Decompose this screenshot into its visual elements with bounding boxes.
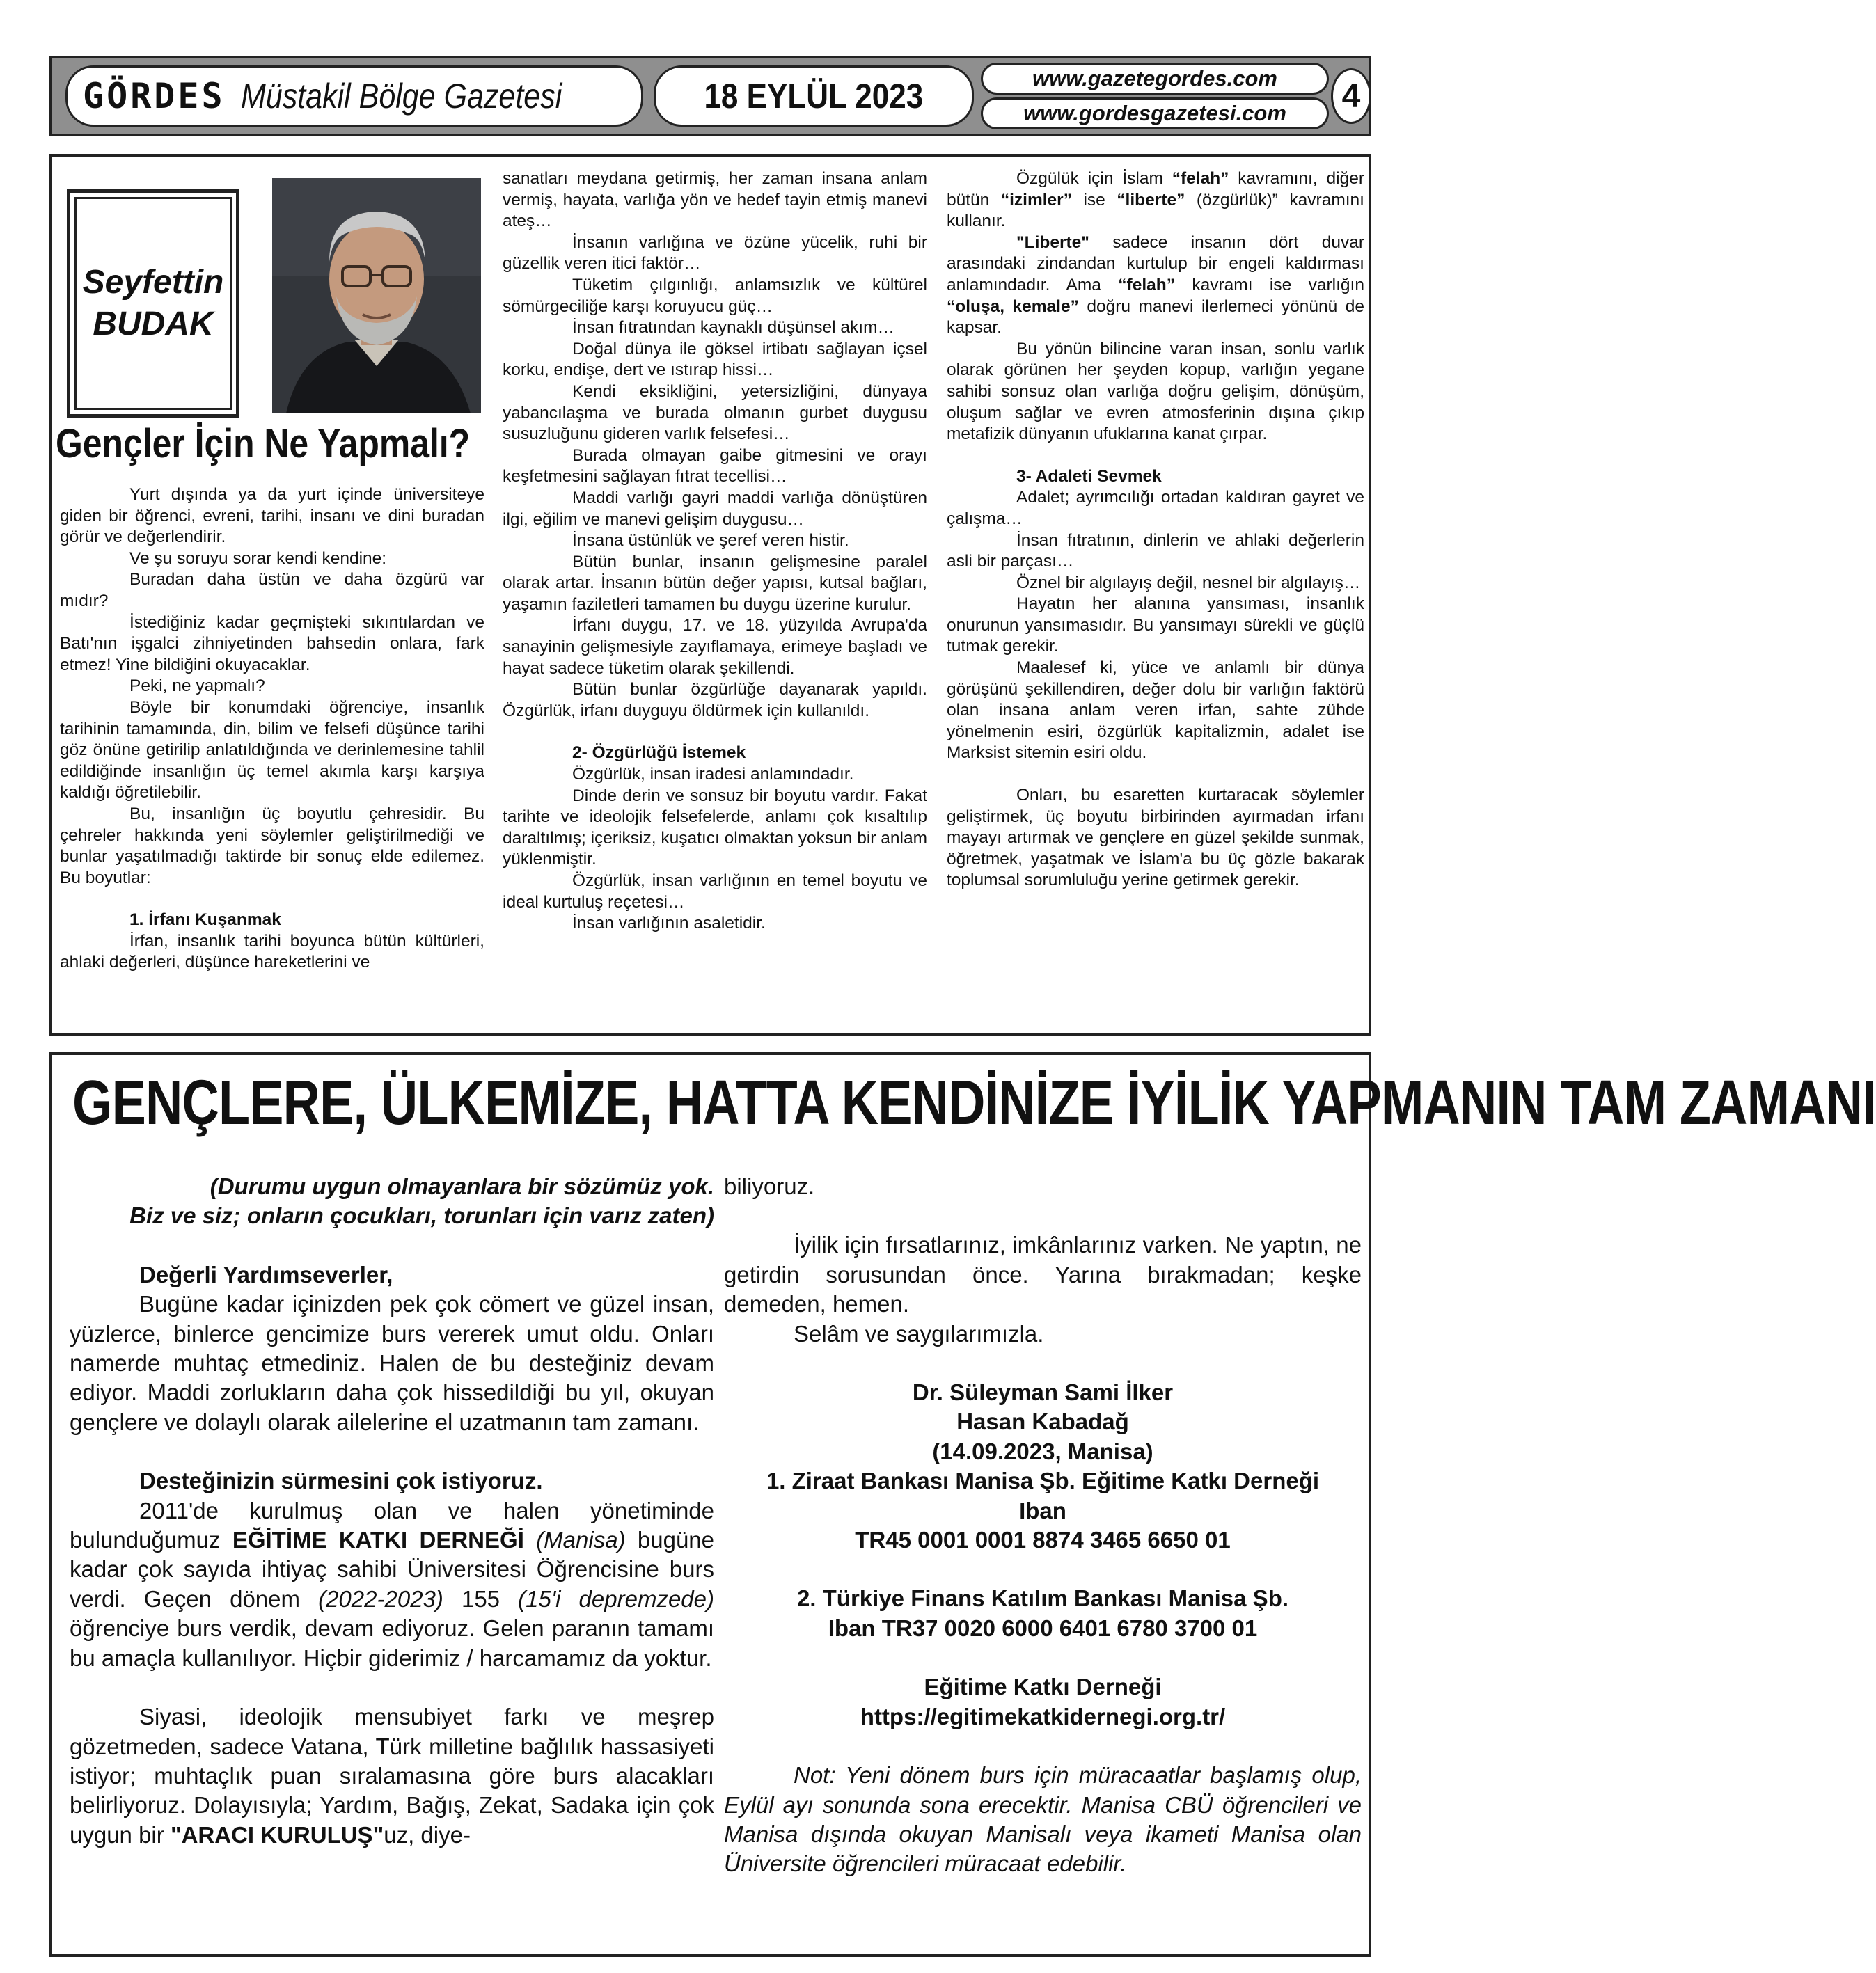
organization-name: Eğitime Katkı Derneği [924, 1674, 1162, 1700]
paragraph: "Liberte" sadece insanın dört duvar arasındaki zindandan kurtulup bir engeli kaldırması anlamındadır. Ama “felah” kavramı ise varlığın “oluşa, kemale” doğru manevi ilerlemeci yönünü de kapsar. [947, 232, 1364, 338]
organization-url[interactable]: https://egitimekatkidernegi.org.tr/ [860, 1703, 1226, 1729]
iban-label: Iban [1019, 1497, 1066, 1523]
website-link-1[interactable]: www.gazetegordes.com [981, 63, 1329, 95]
paragraph: Öznel bir algılayış değil, nesnel bir algılayış… [1016, 573, 1361, 592]
paragraph: Yurt dışında ya da yurt içinde üniversiteye giden bir öğrenci, evreni, tarihi, insanı ve dini buradan görür ve değerlendirir. [60, 485, 484, 547]
paragraph: Adalet; ayrımcılığı ortadan kaldıran gayret ve çalışma… [947, 488, 1364, 528]
iban-number: Iban TR37 0020 6000 6401 6780 3700 01 [828, 1615, 1258, 1641]
page-number: 4 [1331, 68, 1371, 124]
issue-date-pill [654, 65, 974, 127]
paragraph: Burada olmayan gaibe gitmesini ve orayı keşfetmesini sağlayan fıtrat tecellisi… [503, 445, 927, 486]
paragraph: 2011'de kurulmuş olan ve halen yönetiminde bulunduğumuz EĞİTİME KATKI DERNEĞİ (Manisa) bugüne kadar çok sayıda ihtiyaç sahibi Üniversitesi Öğrencisine burs verdi. Geçen dönem (2022-2023) 155 (15'i depremzede) öğrenciye burs verdik, devam ediyoruz. Gelen paranın tamamı bu amaçla kullanılıyor. Hiçbir giderimiz / harcamamız da yoktur. [70, 1497, 714, 1671]
signature-name: Hasan Kabadağ [956, 1409, 1129, 1435]
paragraph: İnsan fıtratının, dinlerin ve ahlaki değerlerin asli bir parçası… [947, 530, 1364, 571]
newspaper-name-pill [65, 65, 643, 127]
paragraph: Özgürlük, insan varlığının en temel boyutu ve ideal kurtuluş reçetesi… [503, 871, 927, 912]
paragraph: Buradan daha üstün ve daha özgürü var mıdır? [60, 570, 484, 610]
paragraph: Maddi varlığı gayri maddi varlığa dönüştüren ilgi, eğilim ve manevi gelişim duygusu… [503, 488, 927, 529]
article-column-2 [503, 168, 927, 935]
author-name-box [67, 189, 239, 418]
masthead [49, 56, 1371, 136]
paragraph: İyilik için fırsatlarınız, imkânlarınız varken. Ne yaptın, ne getirdin sorusundan önce. Yarına bırakmadan; keşke demeden, hemen. [724, 1232, 1362, 1317]
section-heading: 3- Adaleti Sevmek [1016, 466, 1162, 486]
paragraph: İnsana üstünlük ve şeref veren histir. [572, 531, 849, 550]
paragraph: Hayatın her alanına yansıması, insanlık onurunun yansımasıdır. Bu yansımayı sürekli ve güçlü tutmak gerekir. [947, 594, 1364, 656]
author-last-name: BUDAK [93, 306, 214, 342]
support-heading: Desteğinizin sürmesini çok istiyoruz. [139, 1468, 543, 1494]
announcement-box [49, 1052, 1876, 1957]
paragraph: İrfanı duygu, 17. ve 18. yüzyılda Avrupa'da sanayinin gelişmesiyle zayıflamaya, erimeye başladı ve hayat sadece tüketim olarak şekillendi. [503, 616, 927, 678]
paragraph: Bu yönün bilincine varan insan, sonlu varlık olarak görünen her şeyden kopup, varlığın yegane sahibi sonsuz olan varlığa doğru gelişim, dönüşüm, oluşum sağlar ve evren atmosferinin dışına çıkıp metafizik dünyanın ufuklarına kanat çırpar. [947, 339, 1364, 444]
newspaper-brand: GÖRDES [83, 76, 226, 116]
bank-info: 2. Türkiye Finans Katılım Bankası Manisa Şb. [796, 1585, 1289, 1612]
paragraph: Doğal dünya ile göksel irtibatı sağlayan içsel korku, endişe, dert ve ıstırap hissi… [503, 339, 927, 380]
paragraph: Özgürlük, insan iradesi anlamındadır. [572, 765, 854, 784]
paragraph: İrfan, insanlık tarihi boyunca bütün kültürleri, ahlaki değerleri, düşünce hareketlerini ve [60, 931, 484, 972]
paragraph: Maalesef ki, yüce ve anlamlı bir dünya görüşünü şekillendiren, değer dolu bir varlığın faktörü olan insana anlam veren irfan, sahte zühde yönelmenin esiri, özgürlük kapitalizmin, adalet ise Marksist sitemin esiri oldu. [947, 658, 1364, 763]
paragraph: İnsanın varlığına ve özüne yücelik, ruhi bir güzellik veren itici faktör… [503, 232, 927, 274]
paragraph: sanatları meydana getirmiş, her zaman insana anlam vermiş, hayata, varlığa yön ve hedef tayin etmiş manevi ateş… [503, 169, 927, 231]
paragraph: Özgülük için İslam “felah” kavramını, diğer bütün “izimler” ise “liberte” (özgürlük)” kavramını kullanır. [947, 169, 1364, 231]
section-heading: 2- Özgürlüğü İstemek [572, 743, 746, 763]
website-link-2[interactable]: www.gordesgazetesi.com [981, 97, 1329, 129]
paragraph: Dinde derin ve sonsuz bir boyutu vardır. Fakat tarihte ve ideolojik felsefelerde, anlamı çok kısaltılıp daraltılmış; içeriksiz, kuşatıcı olmaktan yoksun bir anlam yüklenmiştir. [503, 786, 927, 869]
newspaper-subtitle: Müstakil Bölge Gazetesi [240, 77, 562, 116]
note: Not: Yeni dönem burs için müracaatlar başlamış olup, Eylül ayı sonunda sona erecektir. Manisa CBÜ öğrencileri ve Manisa dışında okuyan Manisalı veya ikameti Manisa olan Üniversite öğrencileri müracaat edebilir. [724, 1762, 1362, 1877]
paragraph: Bütün bunlar, insanın gelişmesine paralel olarak artar. İnsanın bütün değer yapısı, kutsal bağları, yaşamın faziletleri tamamen bu duygu üzerine kurulur. [503, 552, 927, 614]
announcement-column-2 [724, 1172, 1362, 1879]
paragraph: Onları, bu esaretten kurtaracak söylemler geliştirmek, üç boyutu birbirinden ayırmadan irfanı mayayı artırmak ve gençlere en güzel şekilde sunmak, öğretmek, yaşatmak ve İslam'a bu üç gözle bakarak toplumsal sorumluluğu yerine getirmek gerekir. [947, 786, 1364, 890]
paragraph: Peki, ne yapmalı? [129, 676, 265, 696]
intro-line: Biz ve siz; onların çocukları, torunları için varız zaten) [129, 1203, 714, 1229]
bank-info: 1. Ziraat Bankası Manisa Şb. Eğitime Katkı Derneği [766, 1468, 1320, 1494]
signature-date: (14.09.2023, Manisa) [932, 1438, 1153, 1464]
paragraph: Kendi eksikliğini, yetersizliğini, dünyaya yabancılaşma ve burada olmanın gurbet duygusu susuzluğunu gideren varlık felsefesi… [503, 381, 927, 444]
signature-name: Dr. Süleyman Sami İlker [912, 1379, 1174, 1406]
article-title: Gençler İçin Ne Yapmalı? [56, 421, 471, 466]
paragraph: Ve şu soruyu sorar kendi kendine: [129, 548, 387, 568]
paragraph: Siyasi, ideolojik mensubiyet farkı ve meşrep gözetmeden, sadece Vatana, Türk milletine bağlılık hassasiyeti istiyor; muhtaçlık puan sıralamasına göre burs alacakları belirliyoruz. Dolayısıyla; Yardım, Bağış, Zekat, Sadaka için çok uygun bir "ARACI KURULUŞ"uz, diye- [70, 1704, 714, 1848]
article-box [49, 154, 1371, 1036]
paragraph: Bugüne kadar içinizden pek çok cömert ve güzel insan, yüzlerce, binlerce gencimize burs vererek umut oldu. Onları namerde muhtaç etmediniz. Halen de bu desteğiniz devam ediyor. Maddi zorlukların daha çok hissedildiği bu yıl, okuyan gençlere ve dolaylı olarak ailelerine el uzatmanın tam zamanı. [70, 1291, 714, 1435]
iban-number: TR45 0001 0001 8874 3465 6650 01 [855, 1527, 1231, 1553]
section-heading: 1. İrfanı Kuşanmak [129, 910, 281, 930]
paragraph: İnsan varlığının asaletidir. [572, 914, 766, 933]
author-first-name: Seyfettin [82, 264, 224, 301]
issue-date: 18 EYLÜL 2023 [704, 77, 924, 116]
announcement-title: GENÇLERE, ÜLKEMİZE, HATTA KENDİNİZE İYİLİK YAPMANIN TAM ZAMANI [72, 1068, 1876, 1138]
paragraph: Tüketim çılgınlığı, anlamsızlık ve kültürel sömürgeciliğe karşı koruyucu güç… [503, 275, 927, 316]
paragraph: Böyle bir konumdaki öğrenciye, insanlık tarihinin tamamında, din, bilim ve felsefi düşünce tarihi göz önüne getirilip anlatıldığında ve derinlemesine tahlil edildiğinde insanlığın üç temel akımla karşı karşıya kaldığı öğretilebilir. [60, 697, 484, 802]
article-column-3 [947, 168, 1364, 892]
article-column-1 [60, 484, 484, 974]
paragraph: Bu, insanlığın üç boyutlu çehresidir. Bu çehreler hakkında yeni söylemler geliştirilmediği ve bunlar yaşatılmadığı taktirde bir sonuç elde edilemez. Bu boyutlar: [60, 804, 484, 887]
salutation: Değerli Yardımseverler, [139, 1261, 393, 1287]
paragraph: İstediğiniz kadar geçmişteki sıkıntılardan ve Batı'nın işgalci zihniyetinden bahsedin onlara, fark etmez! Yine bildiğini okuyacaklar. [60, 612, 484, 674]
intro-line: (Durumu uygun olmayanlara bir sözümüz yok. [210, 1173, 714, 1199]
author-photo [272, 178, 481, 413]
announcement-column-1 [70, 1172, 714, 1850]
paragraph: İnsan fıtratından kaynaklı düşünsel akım… [572, 318, 895, 338]
paragraph: biliyoruz. [724, 1173, 815, 1199]
regards: Selâm ve saygılarımızla. [794, 1320, 1044, 1347]
paragraph: Bütün bunlar özgürlüğe dayanarak yapıldı. Özgürlük, irfanı duyguyu öldürmek için kullanıldı. [503, 680, 927, 720]
